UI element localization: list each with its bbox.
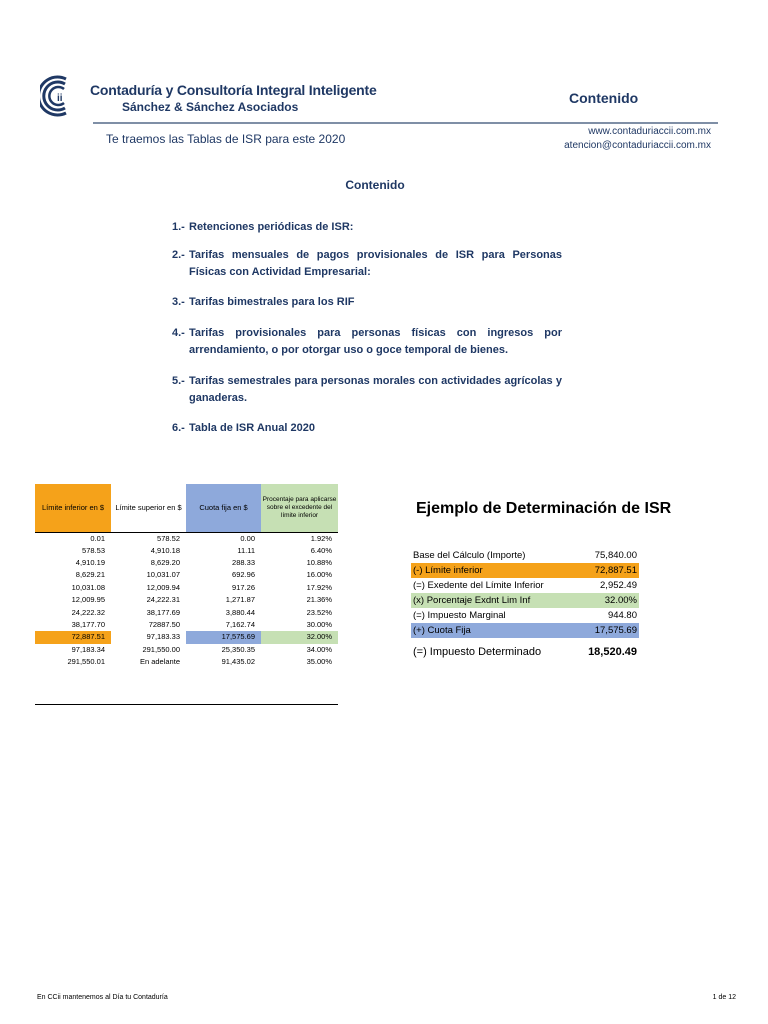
company-subtitle: Sánchez & Sánchez Asociados (122, 100, 299, 114)
toc-item[interactable] (172, 325, 562, 359)
table-cell: 291,550.01 (67, 657, 105, 667)
table-cell: 578.52 (157, 533, 180, 543)
table-cell: 3,880.44 (225, 607, 255, 617)
table-row (35, 644, 338, 656)
example-value: 2,952.49 (600, 580, 637, 591)
table-cell: 291,550.00 (142, 644, 180, 654)
example-value: 17,575.69 (594, 625, 637, 636)
table-cell: 72,887.51 (35, 631, 111, 643)
table-cell: 32.00% (261, 631, 338, 643)
header-fixed-fee: Cuota fija en $ (186, 484, 261, 532)
page-number: 1 de 12 (712, 994, 736, 1001)
toc-item-number: 5.- (172, 375, 185, 387)
table-cell: 578.53 (82, 545, 105, 555)
toc-item-text: Tabla de ISR Anual 2020 (189, 422, 315, 434)
website-link[interactable]: www.contaduriaccii.com.mx (588, 126, 711, 137)
page-title: Contenido (569, 90, 639, 106)
table-cell: 34.00% (306, 644, 332, 654)
toc-item-number: 1.- (172, 221, 185, 233)
table-cell: 25,350.35 (221, 644, 255, 654)
table-cell: 692.96 (232, 570, 255, 580)
example-label: (=) Exedente del Límite Inferior (413, 580, 544, 591)
table-row (35, 545, 338, 557)
header-lower-limit: Límite inferior en $ (35, 484, 111, 532)
example-label: Base del Cálculo (Importe) (413, 550, 526, 561)
example-value: 75,840.00 (594, 550, 637, 561)
table-row-highlighted (35, 631, 338, 643)
toc-item[interactable] (172, 219, 562, 236)
table-cell: En adelante (139, 657, 180, 667)
example-row-base (411, 548, 639, 563)
table-cell: 21.36% (306, 595, 332, 605)
toc-item[interactable] (172, 247, 562, 281)
example-row-percentage (411, 593, 639, 608)
example-value: 944.80 (607, 610, 637, 621)
table-cell: 24,222.31 (146, 595, 180, 605)
logo-letters: ii (57, 93, 63, 104)
example-row-lower-limit (411, 563, 639, 578)
toc-item-number: 4.- (172, 327, 185, 339)
table-cell: 91,435.02 (221, 657, 255, 667)
table-row (35, 532, 338, 545)
table-cell: 6.40% (310, 545, 332, 555)
table-cell: 35.00% (306, 657, 332, 667)
table-row (35, 569, 338, 581)
table-row (35, 594, 338, 606)
example-total-label: (=) Impuesto Determinado (413, 646, 542, 658)
footer-slogan: En CCii mantenemos al Día tu Contaduría (37, 994, 168, 1001)
table-cell: 0.01 (90, 533, 105, 543)
table-cell: 8,629.21 (75, 570, 105, 580)
toc-item-number: 3.- (172, 296, 185, 308)
table-cell: 38,177.69 (146, 607, 180, 617)
table-cell: 97,183.34 (71, 644, 105, 654)
table-cell: 17.92% (306, 582, 332, 592)
table-cell: 17,575.69 (186, 631, 261, 643)
example-row-marginal-tax (411, 608, 639, 623)
example-label: (x) Porcentaje Exdnt Lim Inf (413, 595, 531, 606)
table-header-row (35, 484, 338, 532)
example-value: 72,887.51 (594, 565, 637, 576)
email-link[interactable]: atencion@contaduriaccii.com.mx (564, 140, 711, 151)
table-cell: 10.88% (306, 558, 332, 568)
table-cell: 10,031.08 (71, 582, 105, 592)
table-cell: 38,177.70 (71, 620, 105, 630)
table-row (35, 619, 338, 631)
example-row-excess (411, 578, 639, 593)
table-cell: 917.26 (232, 582, 255, 592)
table-cell: 0.00 (240, 533, 255, 543)
isr-rate-table (35, 484, 338, 668)
table-cell: 12,009.94 (146, 582, 180, 592)
example-row-total (411, 643, 639, 661)
header-percentage: Procentaje para aplicarse sobre el excedente del límite inferior (261, 484, 338, 532)
toc-item[interactable] (172, 373, 562, 407)
example-label: (=) Impuesto Marginal (413, 610, 506, 621)
table-cell: 288.33 (232, 558, 255, 568)
table-cell: 11.11 (237, 545, 255, 555)
toc-item-text: Tarifas semestrales para personas morales con actividades agrícolas y ganaderas. (189, 375, 562, 404)
example-calculation (411, 548, 639, 661)
toc-item-number: 6.- (172, 422, 185, 434)
table-cell: 12,009.95 (71, 595, 105, 605)
table-cell: 97,183.33 (146, 632, 180, 642)
table-cell: 16.00% (306, 570, 332, 580)
table-row (35, 656, 338, 668)
tagline: Te traemos las Tablas de ISR para este 2020 (106, 132, 346, 146)
table-cell: 8,629.20 (150, 558, 180, 568)
example-label: (+) Cuota Fija (413, 625, 471, 636)
company-logo-icon (40, 74, 74, 118)
table-bottom-border (35, 704, 338, 705)
toc-item[interactable] (172, 420, 562, 437)
table-cell: 10,031.07 (146, 570, 180, 580)
toc-item-text: Tarifas provisionales para personas físicas con ingresos por arrendamiento, o por otorgar uso o goce temporal de bienes. (189, 327, 562, 356)
table-cell: 24,222.32 (71, 607, 105, 617)
header-upper-limit: Límite superior en $ (115, 503, 182, 513)
toc-item-text: Tarifas mensuales de pagos provisionales de ISR para Personas Físicas con Actividad Empresarial: (189, 249, 562, 278)
table-cell: 1.92% (310, 533, 332, 543)
company-name: Contaduría y Consultoría Integral Inteligente (90, 82, 377, 98)
toc-item[interactable] (172, 294, 562, 311)
example-value: 32.00% (604, 595, 637, 606)
example-total-value: 18,520.49 (588, 646, 637, 658)
toc-item-number: 2.- (172, 249, 185, 261)
table-cell: 23.52% (306, 607, 332, 617)
toc-heading: Contenido (345, 178, 405, 192)
table-cell: 7,162.74 (225, 620, 255, 630)
example-row-fixed-fee (411, 623, 639, 638)
table-row (35, 606, 338, 618)
table-cell: 30.00% (306, 620, 332, 630)
header-divider (93, 122, 718, 124)
table-row (35, 557, 338, 569)
toc-item-text: Retenciones periódicas de ISR: (189, 221, 354, 233)
table-row (35, 582, 338, 594)
table-cell: 72887.50 (148, 620, 180, 630)
example-label: (-) Límite inferior (413, 565, 483, 576)
table-cell: 4,910.19 (75, 558, 105, 568)
table-cell: 1,271.87 (225, 595, 255, 605)
example-title: Ejemplo de Determinación de ISR (416, 500, 672, 517)
toc-item-text: Tarifas bimestrales para los RIF (189, 296, 355, 308)
table-cell: 4,910.18 (150, 545, 180, 555)
